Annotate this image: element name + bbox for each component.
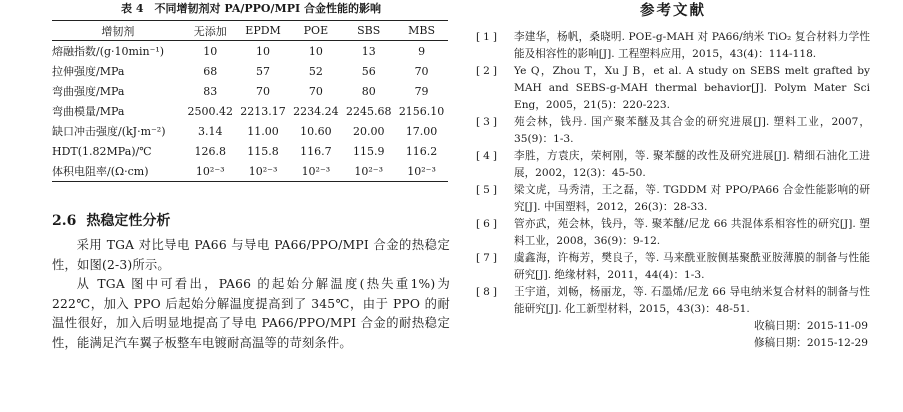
reference-item <box>476 216 870 250</box>
reference-number: [7] <box>476 252 501 264</box>
table-row-label: 弯曲强度/MPa <box>52 85 125 98</box>
table-cell: 3.14 <box>197 124 223 138</box>
table-row-label: 弯曲模量/MPa <box>52 105 125 118</box>
table-cell: 56 <box>361 64 376 78</box>
table-cell: 10 <box>203 44 218 58</box>
reference-list <box>476 29 870 318</box>
table-row-label: 缺口冲击强度/(kJ·m⁻²) <box>52 125 166 138</box>
table-header-cell: 增韧剂 <box>52 21 184 41</box>
reference-text: 苑会林，钱丹. 国产聚苯醚及其合金的研究进展[J]. 塑料工业，2007，35(9)：1-3. <box>514 116 870 145</box>
reference-number: [5] <box>476 184 501 196</box>
table-cell: 68 <box>203 64 218 78</box>
reference-text: 梁文虎，马秀清，王之磊，等. TGDDM 对 PPO/PA66 合金性能影响的研究[J]. 中国塑料，2012，26(3)：28-33. <box>514 184 870 213</box>
reference-item <box>476 250 870 284</box>
table-cell: 70 <box>414 64 429 78</box>
reference-item <box>476 284 870 318</box>
table-row <box>52 121 448 141</box>
table-row <box>52 141 448 161</box>
table-cell: 10²⁻³ <box>289 161 342 182</box>
reference-text: 管亦武，苑会林，钱丹，等. 聚苯醚/尼龙 66 共混体系相容性的研究[J]. 塑料工业，2008，36(9)：9-12. <box>514 218 870 247</box>
table-cell: 2500.42 <box>187 104 233 118</box>
table-cell: 2213.17 <box>240 104 286 118</box>
section-heading <box>52 210 450 230</box>
table-cell: 10 <box>256 44 271 58</box>
reference-item <box>476 29 870 63</box>
table-caption: 表 4 不同增韧剂对 PA/PPO/MPI 合金性能的影响 <box>121 2 381 15</box>
reference-number: [2] <box>476 65 501 77</box>
table-row-label: 拉伸强度/MPa <box>52 65 125 78</box>
body-paragraph: 采用 TGA 对比导电 PA66 与导电 PA66/PPO/MPI 合金的热稳定性，如图(2-3)所示。 <box>52 238 450 272</box>
table-cell: 10²⁻³ <box>342 161 395 182</box>
table-cell: 11.00 <box>247 124 279 138</box>
table-cell: 10.60 <box>300 124 332 138</box>
table-header-cell: MBS <box>395 21 448 41</box>
table-row <box>52 161 448 182</box>
left-column <box>52 2 450 354</box>
reference-text: 李建华，杨帆，桑晓明. POE-g-MAH 对 PA66/纳米 TiO₂ 复合材料力学性能及相容性的影响[J]. 工程塑料应用，2015，43(4)：114-118. <box>514 31 870 60</box>
reference-number: [1] <box>476 31 501 43</box>
table-cell: 2156.10 <box>398 104 445 118</box>
table-cell: 2245.68 <box>345 104 392 118</box>
table-cell: 70 <box>256 84 271 98</box>
table-cell: 115.8 <box>247 144 279 158</box>
table-cell: 13 <box>361 44 376 58</box>
section-number: 2.6 <box>52 213 77 229</box>
reference-number: [6] <box>476 218 501 230</box>
table-row-label: HDT(1.82MPa)/℃ <box>52 144 152 158</box>
table-header-cell: POE <box>289 21 342 41</box>
table-cell: 10²⁻³ <box>395 161 448 182</box>
section-title: 热稳定性分析 <box>86 213 171 229</box>
table-header-cell: 无添加 <box>184 21 237 41</box>
table-cell: 80 <box>361 84 376 98</box>
table-cell: 79 <box>414 84 429 98</box>
reference-item <box>476 182 870 216</box>
reference-number: [3] <box>476 116 501 128</box>
revised-date: 修稿日期：2015-12-29 <box>753 337 868 349</box>
table-row <box>52 41 448 62</box>
body-paragraph: 从 TGA 图中可看出，PA66 的起始分解温度(热失重1%)为 222℃，加入 PPO 后起始分解温度提高到了 345℃，由于 PPO 的耐温性很好，加入后明显地提高了导电 PA66/PPO/MPI 合金的耐热稳定性，能满足汽车翼子板整车电镀耐高温等的苛刻条件。 <box>52 277 450 350</box>
table-header-row <box>52 21 448 41</box>
received-date: 收稿日期：2015-11-09 <box>753 320 868 332</box>
reference-text: 王宇道，刘畅，杨丽龙，等. 石墨烯/尼龙 66 导电纳米复合材料的制备与性能研究[J]. 化工新型材料，2015，43(3)：48-51. <box>514 286 870 315</box>
table-cell: 115.9 <box>352 144 385 158</box>
reference-item <box>476 114 870 148</box>
reference-number: [4] <box>476 150 501 162</box>
table-cell: 17.00 <box>405 124 438 138</box>
table-cell: 83 <box>203 84 218 98</box>
table-header-cell: SBS <box>342 21 395 41</box>
table-cell: 10 <box>308 44 323 58</box>
reference-item <box>476 63 870 114</box>
right-column <box>476 2 870 352</box>
table-row-label: 熔融指数/(g·10min⁻¹) <box>52 45 165 58</box>
table-cell: 52 <box>308 64 323 78</box>
table-cell: 116.7 <box>300 144 332 158</box>
table-row <box>52 101 448 121</box>
table-cell: 57 <box>256 64 271 78</box>
properties-table <box>52 20 448 182</box>
table-cell: 126.8 <box>194 144 226 158</box>
table-row <box>52 81 448 101</box>
reference-item <box>476 148 870 182</box>
table-header-cell: EPDM <box>237 21 290 41</box>
reference-text: 虞鑫海，许梅芳，樊良子，等. 马来酰亚胺侧基聚酰亚胺薄膜的制备与性能研究[J]. 绝缘材料，2011，44(4)：1-3. <box>514 252 870 281</box>
table-cell: 2234.24 <box>293 104 339 118</box>
table-cell: 9 <box>418 44 426 58</box>
reference-text: 李胜，方袁庆，荣柯刚，等. 聚苯醚的改性及研究进展[J]. 精细石油化工进展，2002，12(3)：45-50. <box>514 150 870 179</box>
table-cell: 116.2 <box>405 144 438 158</box>
reference-number: [8] <box>476 286 501 298</box>
table-cell: 20.00 <box>352 124 385 138</box>
references-heading: 参考文献 <box>640 3 706 19</box>
table-cell: 70 <box>308 84 323 98</box>
table-row <box>52 61 448 81</box>
table-cell: 10²⁻³ <box>184 161 237 182</box>
table-row-label: 体积电阻率/(Ω·cm) <box>52 161 184 182</box>
reference-text: Ye Q，Zhou T，Xu J B，et al. A study on SEBS melt grafted by MAH and SEBS-g-MAH thermal behavior[J]. Polym Mater Sci Eng，2005，21(5)：220-223. <box>514 65 870 111</box>
table-cell: 10²⁻³ <box>237 161 290 182</box>
